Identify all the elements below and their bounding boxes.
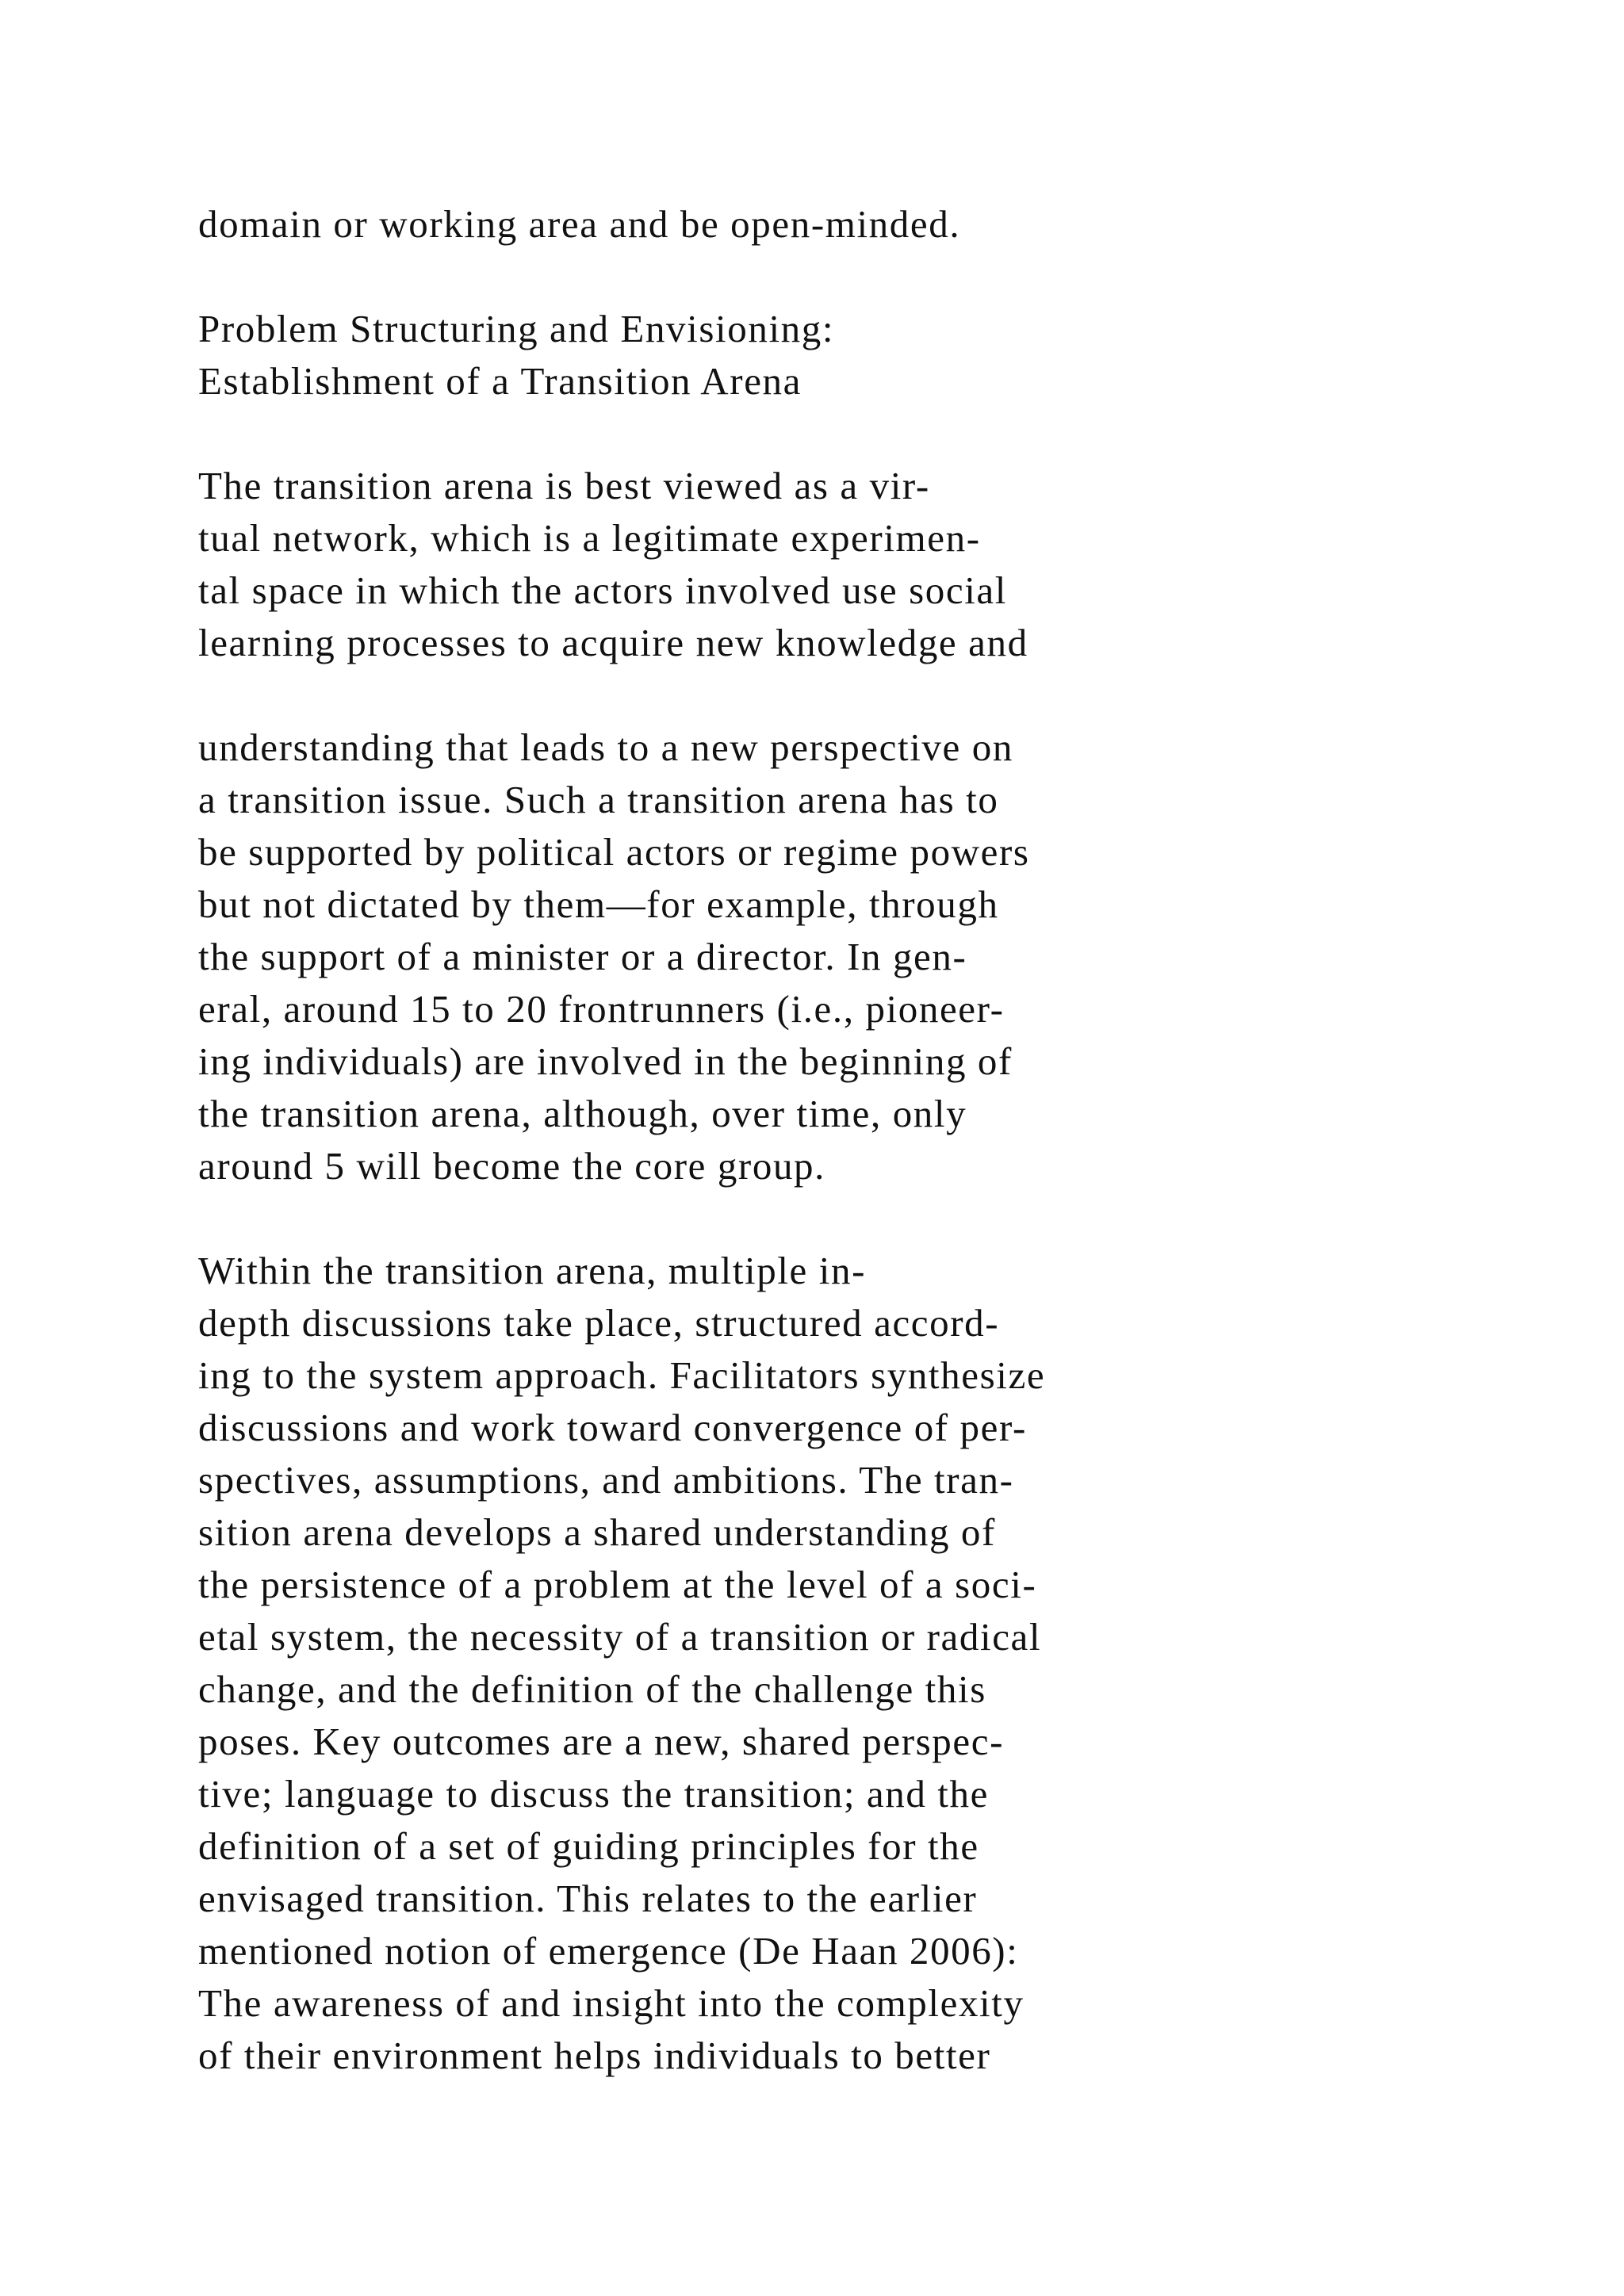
text-line: etal system, the necessity of a transition or radical xyxy=(198,1615,1042,1659)
text-line: be supported by political actors or regime powers xyxy=(198,830,1030,874)
paragraph-1 xyxy=(198,460,1546,669)
text-line: sition arena develops a shared understanding of xyxy=(198,1510,996,1554)
text-line: tive; language to discuss the transition; and the xyxy=(198,1772,989,1816)
text-line: mentioned notion of emergence (De Haan 2006): xyxy=(198,1929,1019,1973)
section-heading xyxy=(198,303,1546,408)
text-line: envisaged transition. This relates to the earlier xyxy=(198,1877,978,1920)
text-line: learning processes to acquire new knowledge and xyxy=(198,621,1028,664)
text-line: spectives, assumptions, and ambitions. The tran- xyxy=(198,1458,1014,1502)
text-line: the support of a minister or a director. In gen- xyxy=(198,935,967,978)
text-line: ing individuals) are involved in the beginning of xyxy=(198,1039,1013,1083)
text-line: understanding that leads to a new perspective on xyxy=(198,725,1013,769)
text-line: the transition arena, although, over time, only xyxy=(198,1092,967,1135)
intro-line: domain or working area and be open-minded. xyxy=(198,202,961,246)
text-line: discussions and work toward convergence of per- xyxy=(198,1406,1027,1449)
text-line: around 5 will become the core group. xyxy=(198,1144,825,1188)
paragraph-2 xyxy=(198,721,1546,1192)
paragraph-gap xyxy=(198,408,1546,460)
text-line: depth discussions take place, structured accord- xyxy=(198,1301,1000,1345)
text-line: of their environment helps individuals to better xyxy=(198,2034,991,2077)
text-line: definition of a set of guiding principles for the xyxy=(198,1824,979,1868)
paragraph-gap xyxy=(198,251,1546,303)
text-line: poses. Key outcomes are a new, shared perspec- xyxy=(198,1720,1005,1763)
text-line: the persistence of a problem at the level of a soci- xyxy=(198,1563,1037,1606)
heading-line: Establishment of a Transition Arena xyxy=(198,359,802,403)
text-line: a transition issue. Such a transition arena has to xyxy=(198,778,999,821)
text-line: tual network, which is a legitimate experimen- xyxy=(198,516,981,560)
text-line: but not dictated by them—for example, through xyxy=(198,882,999,926)
text-line: Within the transition arena, multiple in- xyxy=(198,1249,866,1292)
text-line: The awareness of and insight into the complexity xyxy=(198,1981,1025,2025)
paragraph-gap xyxy=(198,669,1546,721)
document-text xyxy=(198,198,1546,2082)
text-line: The transition arena is best viewed as a vir- xyxy=(198,464,930,507)
text-line: ing to the system approach. Facilitators synthesize xyxy=(198,1353,1046,1397)
paragraph-3 xyxy=(198,1245,1546,2082)
paragraph-gap xyxy=(198,1192,1546,1245)
text-line: change, and the definition of the challenge this xyxy=(198,1667,986,1711)
text-line: eral, around 15 to 20 frontrunners (i.e., pioneer- xyxy=(198,987,1005,1031)
text-line: tal space in which the actors involved use social xyxy=(198,568,1007,612)
heading-line: Problem Structuring and Envisioning: xyxy=(198,307,835,350)
